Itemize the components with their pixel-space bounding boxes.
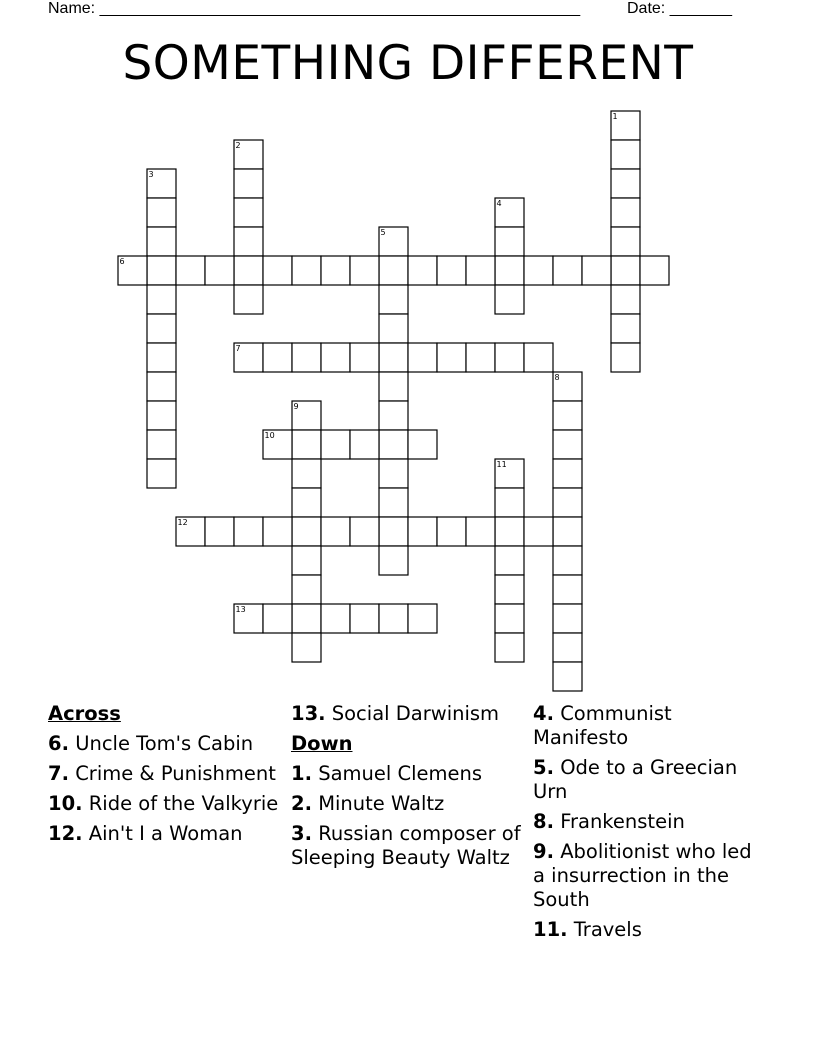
grid-cell[interactable] bbox=[611, 285, 640, 314]
grid-cell[interactable] bbox=[553, 488, 582, 517]
grid-cell[interactable] bbox=[263, 430, 292, 459]
clue-across-6 bbox=[48, 732, 283, 756]
grid-cell[interactable] bbox=[408, 430, 437, 459]
clue-number-label: 9 bbox=[293, 402, 299, 411]
grid-cell[interactable] bbox=[495, 517, 524, 546]
grid-cell[interactable] bbox=[553, 372, 582, 401]
grid-cell[interactable] bbox=[495, 256, 524, 285]
clue-down-2 bbox=[291, 792, 529, 816]
clue-down-4 bbox=[533, 702, 768, 750]
grid-cell[interactable] bbox=[524, 343, 553, 372]
grid-cell[interactable] bbox=[350, 604, 379, 633]
grid-cell[interactable] bbox=[379, 372, 408, 401]
clue-text: Travels bbox=[573, 918, 642, 941]
clue-across-12 bbox=[48, 822, 283, 846]
grid-cell[interactable] bbox=[495, 198, 524, 227]
clue-number: 11. bbox=[533, 918, 568, 941]
grid-cell[interactable] bbox=[640, 256, 669, 285]
grid-cell[interactable] bbox=[437, 256, 466, 285]
clue-number: 2. bbox=[291, 792, 312, 815]
grid-cell[interactable] bbox=[147, 459, 176, 488]
grid-cell[interactable] bbox=[611, 140, 640, 169]
grid-cell[interactable] bbox=[176, 256, 205, 285]
grid-cell[interactable] bbox=[292, 604, 321, 633]
grid-cell[interactable] bbox=[118, 256, 147, 285]
grid-cell[interactable] bbox=[234, 198, 263, 227]
grid-cell[interactable] bbox=[147, 401, 176, 430]
grid-cell[interactable] bbox=[263, 256, 292, 285]
grid-cell[interactable] bbox=[379, 256, 408, 285]
grid-cell[interactable] bbox=[292, 459, 321, 488]
grid-cell[interactable] bbox=[292, 546, 321, 575]
grid-cell[interactable] bbox=[408, 343, 437, 372]
grid-cell[interactable] bbox=[321, 430, 350, 459]
clue-across-7 bbox=[48, 762, 283, 786]
grid-cell[interactable] bbox=[379, 517, 408, 546]
clue-down-8 bbox=[533, 810, 768, 834]
clue-text: Samuel Clemens bbox=[318, 762, 483, 785]
grid-cell[interactable] bbox=[147, 198, 176, 227]
grid-cell[interactable] bbox=[147, 343, 176, 372]
clue-text: Uncle Tom's Cabin bbox=[75, 732, 254, 755]
grid-cell[interactable] bbox=[234, 343, 263, 372]
grid-cell[interactable] bbox=[553, 633, 582, 662]
clue-down-3 bbox=[291, 822, 529, 870]
clue-number: 3. bbox=[291, 822, 312, 845]
clue-text: Ode to a Greecian Urn bbox=[533, 756, 738, 803]
clue-text: Social Darwinism bbox=[331, 702, 500, 725]
grid-cell[interactable] bbox=[466, 517, 495, 546]
grid-cell[interactable] bbox=[205, 517, 234, 546]
clue-number: 7. bbox=[48, 762, 69, 785]
clue-number-label: 4 bbox=[496, 199, 502, 208]
grid-cell[interactable] bbox=[234, 256, 263, 285]
grid-cell[interactable] bbox=[147, 169, 176, 198]
grid-cell[interactable] bbox=[234, 517, 263, 546]
clue-across-13 bbox=[291, 702, 529, 726]
grid-cell[interactable] bbox=[321, 517, 350, 546]
grid-cell[interactable] bbox=[147, 227, 176, 256]
grid-cell[interactable] bbox=[379, 459, 408, 488]
grid-cell[interactable] bbox=[495, 285, 524, 314]
clue-number-label: 13 bbox=[235, 605, 246, 614]
grid-cell[interactable] bbox=[524, 517, 553, 546]
grid-cell[interactable] bbox=[437, 517, 466, 546]
clue-number-label: 2 bbox=[235, 141, 241, 150]
grid-cell[interactable] bbox=[495, 604, 524, 633]
grid-cell[interactable] bbox=[611, 227, 640, 256]
clue-down-9 bbox=[533, 840, 768, 912]
grid-cell[interactable] bbox=[321, 343, 350, 372]
grid-cell[interactable] bbox=[553, 575, 582, 604]
grid-cell[interactable] bbox=[234, 227, 263, 256]
grid-cell[interactable] bbox=[437, 343, 466, 372]
grid-cell[interactable] bbox=[553, 459, 582, 488]
grid-cell[interactable] bbox=[263, 604, 292, 633]
grid-cell[interactable] bbox=[611, 111, 640, 140]
grid-cell[interactable] bbox=[292, 488, 321, 517]
grid-cell[interactable] bbox=[147, 314, 176, 343]
grid-cell[interactable] bbox=[379, 430, 408, 459]
grid-cell[interactable] bbox=[292, 633, 321, 662]
grid-cell[interactable] bbox=[234, 169, 263, 198]
grid-cell[interactable] bbox=[553, 662, 582, 691]
grid-cell[interactable] bbox=[379, 227, 408, 256]
clue-text: Crime & Punishment bbox=[75, 762, 276, 785]
grid-cell[interactable] bbox=[379, 401, 408, 430]
grid-cell[interactable] bbox=[350, 256, 379, 285]
grid-cell[interactable] bbox=[408, 517, 437, 546]
clue-number: 9. bbox=[533, 840, 554, 863]
grid-cell[interactable] bbox=[234, 140, 263, 169]
grid-cell[interactable] bbox=[292, 401, 321, 430]
clue-number-label: 7 bbox=[235, 344, 241, 353]
grid-cell[interactable] bbox=[205, 256, 234, 285]
down-heading: Down bbox=[291, 732, 353, 755]
clue-number-label: 5 bbox=[380, 228, 386, 237]
clue-number: 10. bbox=[48, 792, 83, 815]
clue-number-label: 6 bbox=[119, 257, 125, 266]
grid-cell[interactable] bbox=[495, 488, 524, 517]
clue-text: Abolitionist who led a insurrection in the South bbox=[533, 840, 752, 911]
grid-cell[interactable] bbox=[379, 604, 408, 633]
grid-cell[interactable] bbox=[350, 430, 379, 459]
grid-cell[interactable] bbox=[553, 430, 582, 459]
grid-cell[interactable] bbox=[582, 256, 611, 285]
grid-cell[interactable] bbox=[611, 198, 640, 227]
grid-cell[interactable] bbox=[147, 372, 176, 401]
grid-cell[interactable] bbox=[495, 343, 524, 372]
grid-cell[interactable] bbox=[495, 227, 524, 256]
grid-cell[interactable] bbox=[466, 256, 495, 285]
grid-cell[interactable] bbox=[611, 256, 640, 285]
grid-cell[interactable] bbox=[553, 256, 582, 285]
clue-down-11 bbox=[533, 918, 768, 942]
grid-cell[interactable] bbox=[292, 256, 321, 285]
grid-cell[interactable] bbox=[495, 459, 524, 488]
grid-cell[interactable] bbox=[292, 575, 321, 604]
clue-down-5 bbox=[533, 756, 768, 804]
grid-cell[interactable] bbox=[611, 343, 640, 372]
clue-text: Minute Waltz bbox=[318, 792, 445, 815]
grid-cell[interactable] bbox=[408, 604, 437, 633]
clue-number-label: 8 bbox=[554, 373, 560, 382]
across-heading: Across bbox=[48, 702, 121, 725]
clue-number: 4. bbox=[533, 702, 554, 725]
grid-cell[interactable] bbox=[379, 488, 408, 517]
clue-number: 1. bbox=[291, 762, 312, 785]
grid-cell[interactable] bbox=[553, 546, 582, 575]
grid-cell[interactable] bbox=[379, 343, 408, 372]
grid-cell[interactable] bbox=[379, 285, 408, 314]
grid-cell[interactable] bbox=[524, 256, 553, 285]
clue-text: Russian composer of Sleeping Beauty Waltz bbox=[291, 822, 521, 869]
grid-cell[interactable] bbox=[292, 343, 321, 372]
grid-cell[interactable] bbox=[234, 604, 263, 633]
clue-number-label: 3 bbox=[148, 170, 154, 179]
grid-cell[interactable] bbox=[408, 256, 437, 285]
grid-cell[interactable] bbox=[350, 517, 379, 546]
clue-text: Ain't I a Woman bbox=[88, 822, 243, 845]
grid-cell[interactable] bbox=[553, 517, 582, 546]
grid-cell[interactable] bbox=[495, 546, 524, 575]
date-field-label: Date: _______ bbox=[627, 0, 732, 17]
clue-text: Frankenstein bbox=[560, 810, 685, 833]
grid-cell[interactable] bbox=[350, 343, 379, 372]
clue-number-label: 11 bbox=[496, 460, 507, 469]
grid-cell[interactable] bbox=[263, 343, 292, 372]
grid-cell[interactable] bbox=[147, 285, 176, 314]
clue-number-label: 10 bbox=[264, 431, 275, 440]
grid-cell[interactable] bbox=[321, 604, 350, 633]
grid-cell[interactable] bbox=[611, 314, 640, 343]
grid-cell[interactable] bbox=[321, 256, 350, 285]
clue-column-1 bbox=[48, 702, 283, 852]
clue-number: 6. bbox=[48, 732, 69, 755]
grid-cell[interactable] bbox=[292, 430, 321, 459]
clue-text: Ride of the Valkyrie bbox=[88, 792, 279, 815]
page-title: SOMETHING DIFFERENT bbox=[122, 36, 694, 91]
grid-cell[interactable] bbox=[379, 546, 408, 575]
clue-number: 13. bbox=[291, 702, 326, 725]
grid-cell[interactable] bbox=[611, 169, 640, 198]
clue-number-label: 12 bbox=[177, 518, 188, 527]
clue-down-1 bbox=[291, 762, 529, 786]
clue-column-3 bbox=[533, 702, 768, 948]
clue-number-label: 1 bbox=[612, 112, 618, 121]
grid-cell[interactable] bbox=[495, 633, 524, 662]
clue-number: 8. bbox=[533, 810, 554, 833]
grid-cell[interactable] bbox=[147, 430, 176, 459]
grid-cell[interactable] bbox=[379, 314, 408, 343]
grid-cell[interactable] bbox=[234, 285, 263, 314]
grid-cell[interactable] bbox=[495, 575, 524, 604]
name-field-label: Name: ______________________________________________________ bbox=[48, 0, 581, 17]
grid-cell[interactable] bbox=[176, 517, 205, 546]
clue-number: 12. bbox=[48, 822, 83, 845]
grid-cell[interactable] bbox=[292, 517, 321, 546]
clue-column-2 bbox=[291, 702, 529, 876]
clue-text: Communist Manifesto bbox=[533, 702, 672, 749]
grid-cell[interactable] bbox=[147, 256, 176, 285]
clue-number: 5. bbox=[533, 756, 554, 779]
grid-cell[interactable] bbox=[466, 343, 495, 372]
grid-cell[interactable] bbox=[263, 517, 292, 546]
clue-across-10 bbox=[48, 792, 283, 816]
grid-cell[interactable] bbox=[553, 604, 582, 633]
grid-cell[interactable] bbox=[553, 401, 582, 430]
